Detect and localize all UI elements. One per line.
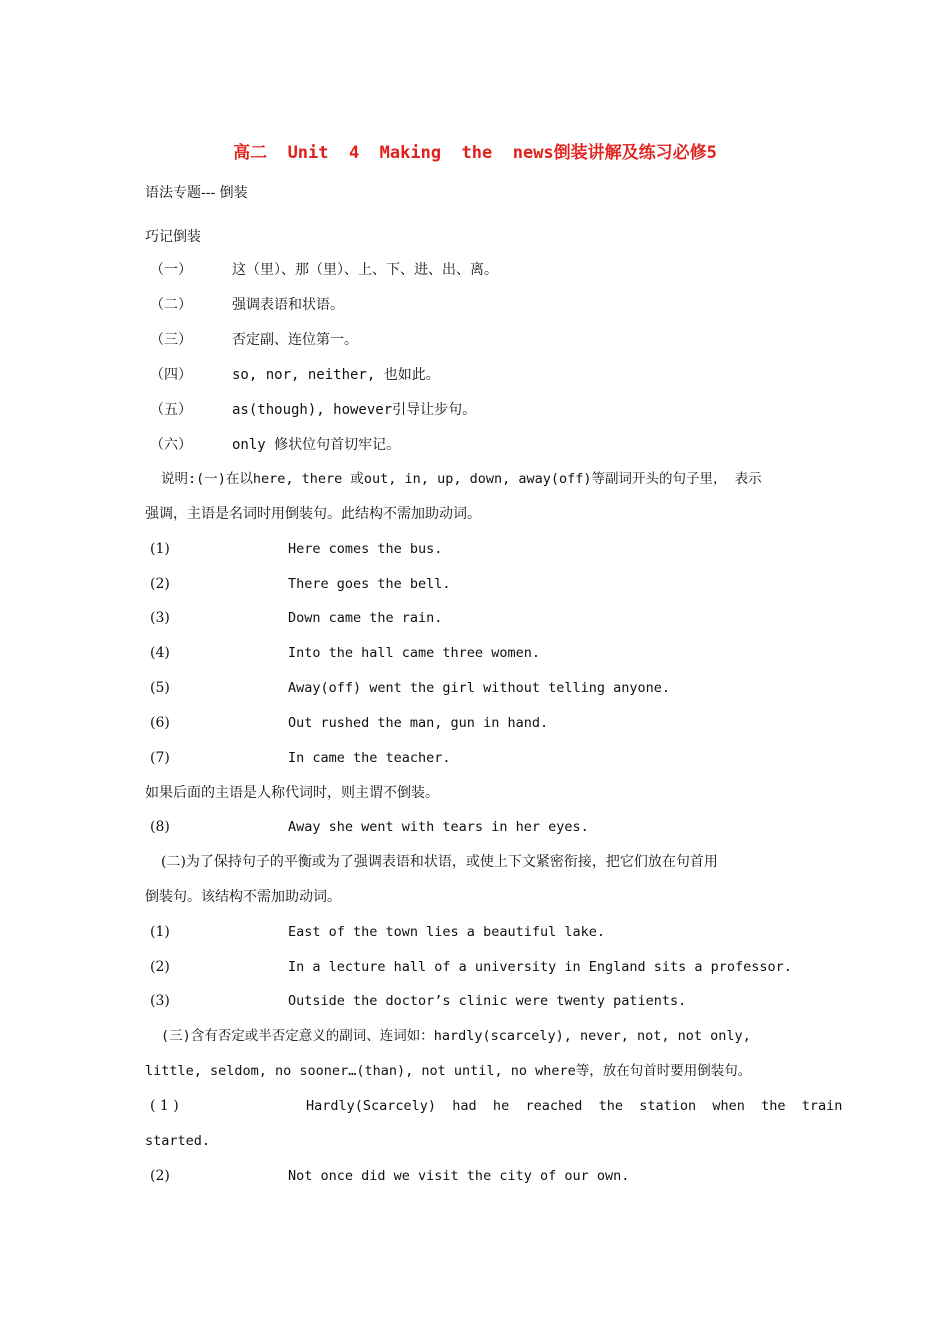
section3-explanation-line1: (三)含有否定或半否定意义的副词、连词如：hardly(scarcely), never, not, not only, [161,1028,751,1044]
example-sentence: Hardly(Scarcely) had he reached the station when the train [306,1098,843,1114]
example-sentence: In came the teacher. [288,750,451,766]
mnemonic-number: （五） [150,402,192,418]
example-sentence-continuation: started. [145,1133,211,1149]
example-number: (2) [150,576,170,592]
example-number: (6) [150,715,170,731]
example-number: (8) [150,819,170,835]
section1-explanation [145,462,807,532]
example-sentence: In a lecture hall of a university in England sits a professor. [288,959,792,975]
example-sentence: Here comes the bus. [288,541,443,557]
mnemonic-text: as(though), however引导让步句。 [232,402,477,418]
example-sentence: Outside the doctor’s clinic were twenty patients. [288,993,687,1009]
example-sentence: Into the hall came three women. [288,645,540,661]
example-number: (3) [150,610,170,626]
mnemonic-number: （二） [150,297,192,313]
section3-explanation [145,1019,807,1089]
mnemonic-number: （三） [150,332,192,348]
mnemonic-text: so, nor, neither, 也如此。 [232,367,440,383]
example-sentence: Not once did we visit the city of our own. [288,1168,630,1184]
example-number: (1) [150,541,170,557]
mnemonic-text: 否定副、连位第一。 [232,332,358,348]
example-number: (1) [150,924,170,940]
mnemonic-text: only 修状位句首切牢记。 [232,437,401,453]
topic-heading: 语法专题--- 倒装 [145,185,248,201]
example-sentence: East of the town lies a beautiful lake. [288,924,605,940]
section3-explanation-line2: little, seldom, no sooner…(than), not until, no where等，放在句首时要用倒装句。 [145,1063,752,1079]
example-sentence: There goes the bell. [288,576,451,592]
section1-explanation-line1: 说明:(一)在以here, there 或out, in, up, down, away(off)等副词开头的句子里， 表示 [161,471,762,487]
section1-explanation-line2: 强调，主语是名词时用倒装句。此结构不需加助动词。 [145,506,481,522]
example-number: (7) [150,750,170,766]
example-number: ( 1 ) [150,1098,179,1114]
example-sentence: Down came the rain. [288,610,443,626]
mnemonic-text: 强调表语和状语。 [232,297,344,313]
section2-explanation [145,845,807,915]
example-number: (4) [150,645,170,661]
example-number: (3) [150,993,170,1009]
section2-explanation-line1: (二)为了保持句子的平衡或为了强调表语和状语，或使上下文紧密衔接，把它们放在句首用 [161,854,718,870]
example-sentence: Away(off) went the girl without telling anyone. [288,680,671,696]
mnemonic-number: （一） [150,262,192,278]
example-number: (5) [150,680,170,696]
section2-explanation-line2: 倒装句。该结构不需加助动词。 [145,889,341,905]
mnemonic-heading: 巧记倒装 [145,229,201,245]
example-number: (2) [150,959,170,975]
mnemonic-number: （四） [150,367,192,383]
mnemonic-text: 这（里）、那（里）、上、下、进、出、离。 [232,262,498,278]
example-sentence: Away she went with tears in her eyes. [288,819,589,835]
page-title: 高二 Unit 4 Making the news倒装讲解及练习必修5 [233,143,717,163]
section1-note: 如果后面的主语是人称代词时，则主谓不倒装。 [145,785,439,801]
example-number: (2) [150,1168,170,1184]
example-sentence: Out rushed the man, gun in hand. [288,715,549,731]
mnemonic-number: （六） [150,437,192,453]
